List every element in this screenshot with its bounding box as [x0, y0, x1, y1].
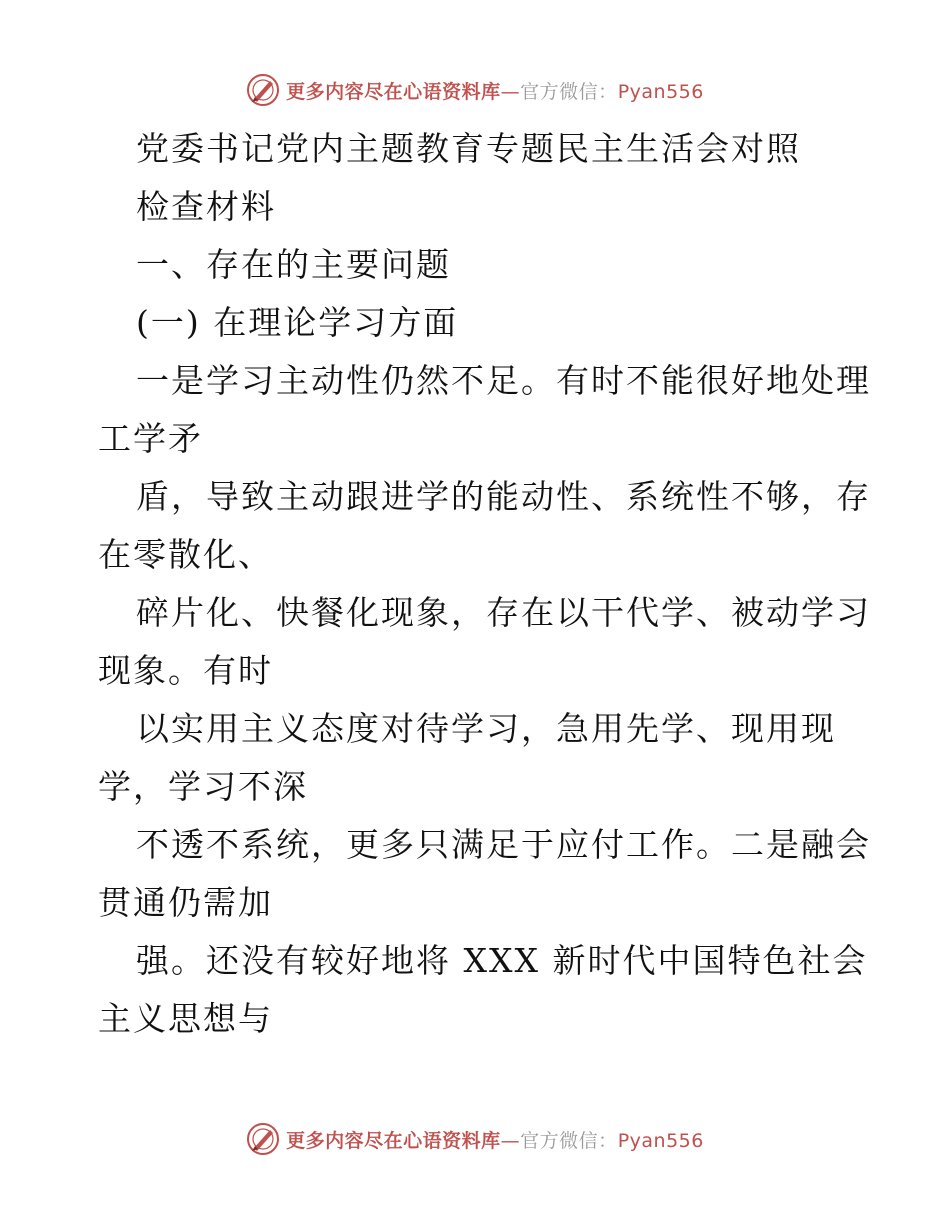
document-line: 以实用主义态度对待学习，急用先学、现用现: [136, 709, 836, 748]
banner-separator: —: [500, 80, 521, 103]
header-banner: [0, 70, 950, 110]
document-line: 检查材料: [136, 187, 276, 226]
document-line: 党委书记党内主题教育专题民主生活会对照: [136, 129, 801, 168]
document-line: (一) 在理论学习方面: [136, 303, 459, 342]
document-line: 强。还没有较好地将 XXX 新时代中国特色社会: [136, 941, 868, 980]
library-text: 更多内容尽在心语资料库: [286, 1129, 501, 1152]
wechat-handle: Pyan556: [617, 1129, 704, 1152]
footer-banner-inner: [246, 1122, 704, 1156]
document-line: 一、存在的主要问题: [136, 245, 451, 284]
wechat-label: 官方微信：: [520, 80, 618, 103]
document-line: 不透不系统，更多只满足于应付工作。二是融会: [136, 825, 871, 864]
document-line: 现象。有时: [98, 651, 273, 690]
document-line: 盾，导致主动跟进学的能动性、系统性不够，存: [136, 477, 871, 516]
header-banner-text: [286, 77, 704, 104]
wechat-handle: Pyan556: [617, 80, 704, 103]
wechat-label: 官方微信：: [520, 1129, 618, 1152]
footer-banner-text: [286, 1126, 704, 1153]
document-line: 碎片化、快餐化现象，存在以干代学、被动学习: [136, 593, 871, 632]
quill-logo-icon: [246, 1122, 280, 1156]
footer-banner: [0, 1119, 950, 1159]
header-banner-inner: [246, 73, 704, 107]
document-body: [98, 120, 871, 1048]
library-text: 更多内容尽在心语资料库: [286, 80, 501, 103]
quill-logo-icon: [246, 73, 280, 107]
document-line: 一是学习主动性仍然不足。有时不能很好地处理: [136, 361, 871, 400]
banner-separator: —: [500, 1129, 521, 1152]
document-line: 在零散化、: [98, 535, 273, 574]
document-line: 贯通仍需加: [98, 883, 273, 922]
document-line: 学，学习不深: [98, 767, 308, 806]
document-line: 工学矛: [98, 419, 203, 458]
document-line: 主义思想与: [98, 999, 273, 1038]
